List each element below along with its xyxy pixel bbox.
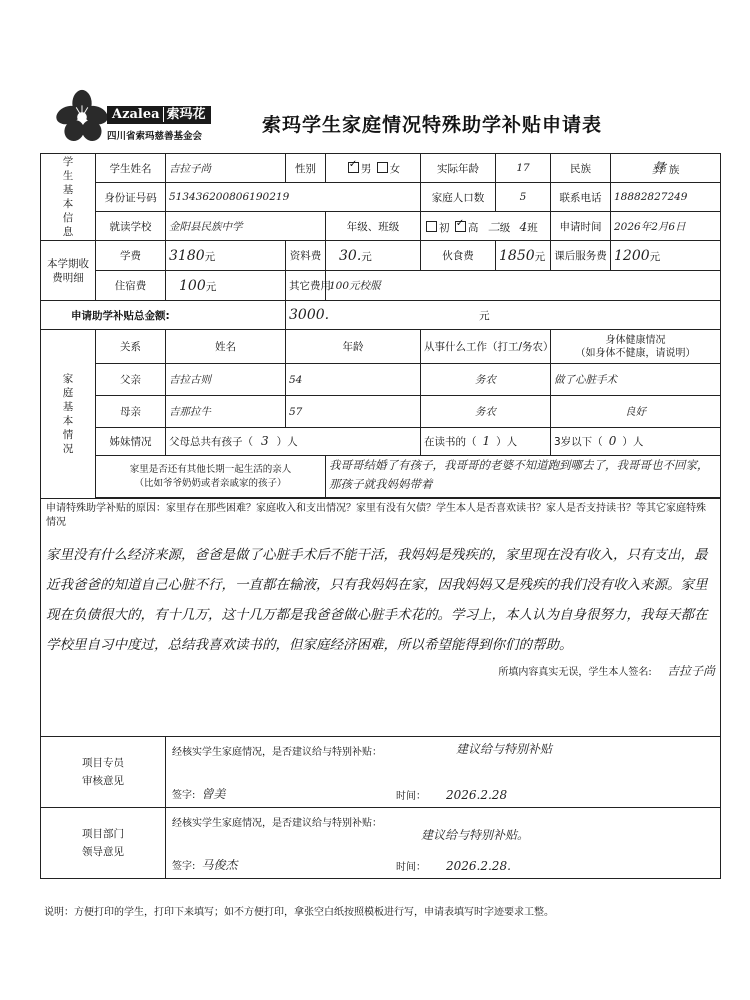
brand-name: Azalea 索玛花	[107, 106, 211, 124]
food-cell[interactable]: 1850元	[496, 241, 551, 271]
member-work[interactable]: 务农	[421, 364, 551, 396]
fees-section-label: 本学期收费明细	[41, 241, 96, 301]
form-title: 索玛学生家庭情况特殊助学补贴申请表	[262, 114, 603, 136]
col-name: 姓名	[166, 330, 286, 364]
school-label: 就读学校	[96, 212, 166, 241]
other-value[interactable]: 100元校服	[326, 271, 721, 301]
checkbox-icon[interactable]	[348, 162, 359, 173]
ethnicity-label: 民族	[551, 154, 611, 183]
under3-count[interactable]: 3岁以下（ 0 ）人	[551, 428, 721, 456]
member-relation: 父亲	[96, 364, 166, 396]
reason-answer[interactable]: 家里没有什么经济来源，爸爸是做了心脏手术后不能干活，我妈妈是残疾的，家里现在没有收入，只有支出，最近我爸爸的知道自己心脏不行，一直都在输液，只有我妈妈在家，因我妈妈又是残疾的我们没有收入来源。家里现在负债很大的，有十几万，这十几万都是我爸爸做心脏手术花的。学习上，本人认为自身很努力，我每天都在学校里自习中度过，总结我喜欢读书的，但家庭经济困难，所以希望能得到你们的帮助。	[46, 547, 708, 653]
application-form	[40, 153, 721, 879]
siblings-label: 姊妹情况	[96, 428, 166, 456]
foundation-name: 四川省索玛慈善基金会	[107, 131, 203, 142]
review-2-content	[166, 808, 721, 879]
truth-statement: 所填内容真实无误，学生本人签名: 吉拉子尚	[498, 664, 715, 678]
material-cell[interactable]: 30.元	[326, 241, 421, 271]
grade-label: 年级、班级	[326, 212, 421, 241]
member-work[interactable]: 务农	[421, 396, 551, 428]
apply-time-label: 申请时间	[551, 212, 611, 241]
member-name[interactable]: 吉拉古则	[166, 364, 286, 396]
phone-value[interactable]: 18882827249	[611, 183, 721, 212]
review-2-sign: 签字: 马俊杰	[172, 858, 238, 872]
school-value[interactable]: 金阳县民族中学	[166, 212, 326, 241]
family-section-label: 家庭基本情况	[41, 330, 96, 499]
checkbox-icon	[426, 221, 437, 232]
review-2-time: 时间： 2026.2.28.	[396, 859, 511, 873]
tuition-cell[interactable]: 3180元	[166, 241, 286, 271]
checkbox-icon[interactable]	[377, 162, 388, 173]
other-relatives-value[interactable]: 我哥哥结婚了有孩子，我哥哥的老婆不知道跑到哪去了，我哥哥也不回家，那孩子就我妈妈带着	[326, 456, 721, 498]
household-label: 家庭人口数	[421, 183, 496, 212]
other-label: 其它费用	[286, 271, 326, 301]
afterschool-cell[interactable]: 1200元	[611, 241, 721, 271]
checkbox-icon	[455, 221, 466, 232]
id-value[interactable]: 513436200806190219	[166, 183, 421, 212]
phone-label: 联系电话	[551, 183, 611, 212]
review-1-time: 时间： 2026.2.28	[396, 788, 508, 802]
student-section-label: 学生基本信息	[41, 154, 96, 241]
name-label: 学生姓名	[96, 154, 166, 183]
review-2-prompt: 经核实学生家庭情况，是否建议给与特别补贴：	[172, 818, 382, 829]
footnote: 说明：方便打印的学生，打印下来填写；如不方便打印，拿张空白纸按照模板进行写，申请表填写时字迹要求工整。	[44, 907, 554, 918]
ethnicity-value: 彝	[651, 161, 666, 177]
member-relation: 母亲	[96, 396, 166, 428]
age-label: 实际年龄	[421, 154, 496, 183]
review-2-date[interactable]: 2026.2.28.	[446, 859, 511, 873]
member-health[interactable]: 良好	[551, 396, 721, 428]
in-school-count[interactable]: 在读书的（ 1 ）人	[421, 428, 551, 456]
azalea-flower-icon	[53, 88, 111, 146]
col-work: 从事什么工作（打工/务农）	[421, 330, 551, 364]
id-label: 身份证号码	[96, 183, 166, 212]
apply-time-value[interactable]: 2026年2月6日	[611, 212, 721, 241]
review-1-label: 项目专员 审核意见	[41, 737, 166, 808]
reason-question: 申请特殊助学补贴的原因：家里存在那些困难？家庭收入和支出情况？家里有没有欠债？学生本人是否喜欢读书？家人是否支持读书？等其它家庭特殊情况	[46, 503, 706, 528]
total-cell[interactable]: 3000. 元	[286, 301, 721, 330]
review-1-prompt: 经核实学生家庭情况，是否建议给与特别补贴：	[172, 747, 382, 758]
gender-label: 性别	[286, 154, 326, 183]
member-age[interactable]: 54	[286, 364, 421, 396]
name-value[interactable]: 吉拉子尚	[166, 154, 286, 183]
member-name[interactable]: 吉那拉牛	[166, 396, 286, 428]
logo	[45, 88, 245, 150]
family-member-row	[41, 396, 721, 428]
lodging-cell[interactable]: 100元	[166, 271, 286, 301]
gender-options[interactable]: ✓ 男 女	[326, 154, 421, 183]
review-1-sign: 签字: 曾美	[172, 787, 226, 801]
grade-cell[interactable]: 初 ✓ 高 二级 4班	[421, 212, 551, 241]
col-age: 年龄	[286, 330, 421, 364]
ethnicity-cell[interactable]: 彝 族	[611, 154, 721, 183]
review-2-opinion[interactable]: 建议给与特别补贴。	[421, 828, 530, 842]
material-label: 资料费	[286, 241, 326, 271]
total-label: 申请助学补贴总金额:	[41, 301, 286, 330]
afterschool-label: 课后服务费	[551, 241, 611, 271]
student-signature[interactable]: 吉拉子尚	[666, 664, 715, 678]
age-value[interactable]: 17	[496, 154, 551, 183]
col-relation: 关系	[96, 330, 166, 364]
review-1-content	[166, 737, 721, 808]
col-health: 身体健康情况 （如身体不健康，请说明）	[551, 330, 721, 364]
review-1-date[interactable]: 2026.2.28	[446, 788, 508, 802]
member-health[interactable]: 做了心脏手术	[551, 364, 721, 396]
review-2-label: 项目部门 领导意见	[41, 808, 166, 879]
lodging-label: 住宿费	[96, 271, 166, 301]
children-count[interactable]: 父母总共有孩子（ 3 ）人	[166, 428, 421, 456]
household-value[interactable]: 5	[496, 183, 551, 212]
tuition-label: 学费	[96, 241, 166, 271]
food-label: 伙食费	[421, 241, 496, 271]
other-relatives-label: 家里是否还有其他长期一起生活的亲人 （比如爷爷奶奶或者亲戚家的孩子）	[96, 456, 326, 498]
review-2-signature[interactable]: 马俊杰	[201, 858, 238, 872]
review-1-signature[interactable]: 曾美	[201, 787, 226, 801]
family-member-row	[41, 364, 721, 396]
review-1-opinion[interactable]: 建议给与特别补贴	[456, 742, 553, 756]
member-age[interactable]: 57	[286, 396, 421, 428]
reason-section	[41, 499, 721, 737]
